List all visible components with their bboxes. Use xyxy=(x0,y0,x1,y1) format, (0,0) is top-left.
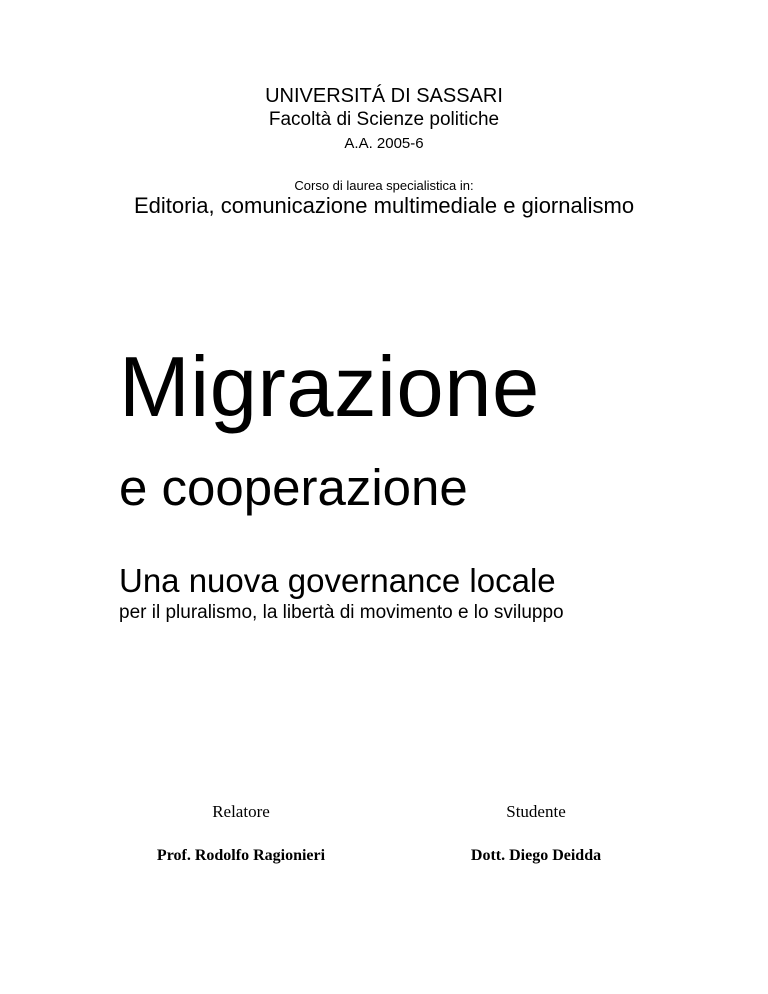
faculty-name: Facoltà di Scienze politiche xyxy=(268,109,500,130)
course-intro: Corso di laurea specialistica in: xyxy=(294,178,474,193)
academic-year: A.A. 2005-6 xyxy=(344,135,424,152)
thesis-subtitle: Una nuova governance locale xyxy=(119,562,556,599)
university-name: UNIVERSITÁ DI SASSARI xyxy=(265,85,503,107)
thesis-title-line2: e cooperazione xyxy=(119,459,468,516)
studente-name: Dott. Diego Deidda xyxy=(470,847,602,864)
relatore-name: Prof. Rodolfo Ragionieri xyxy=(156,847,326,864)
relatore-label: Relatore xyxy=(212,802,270,821)
studente-label: Studente xyxy=(506,802,566,821)
course-name: Editoria, comunicazione multimediale e giornalismo xyxy=(133,193,635,218)
thesis-title-line1: Migrazione xyxy=(119,340,540,435)
thesis-tagline: per il pluralismo, la libertà di movimento e lo sviluppo xyxy=(119,602,564,623)
